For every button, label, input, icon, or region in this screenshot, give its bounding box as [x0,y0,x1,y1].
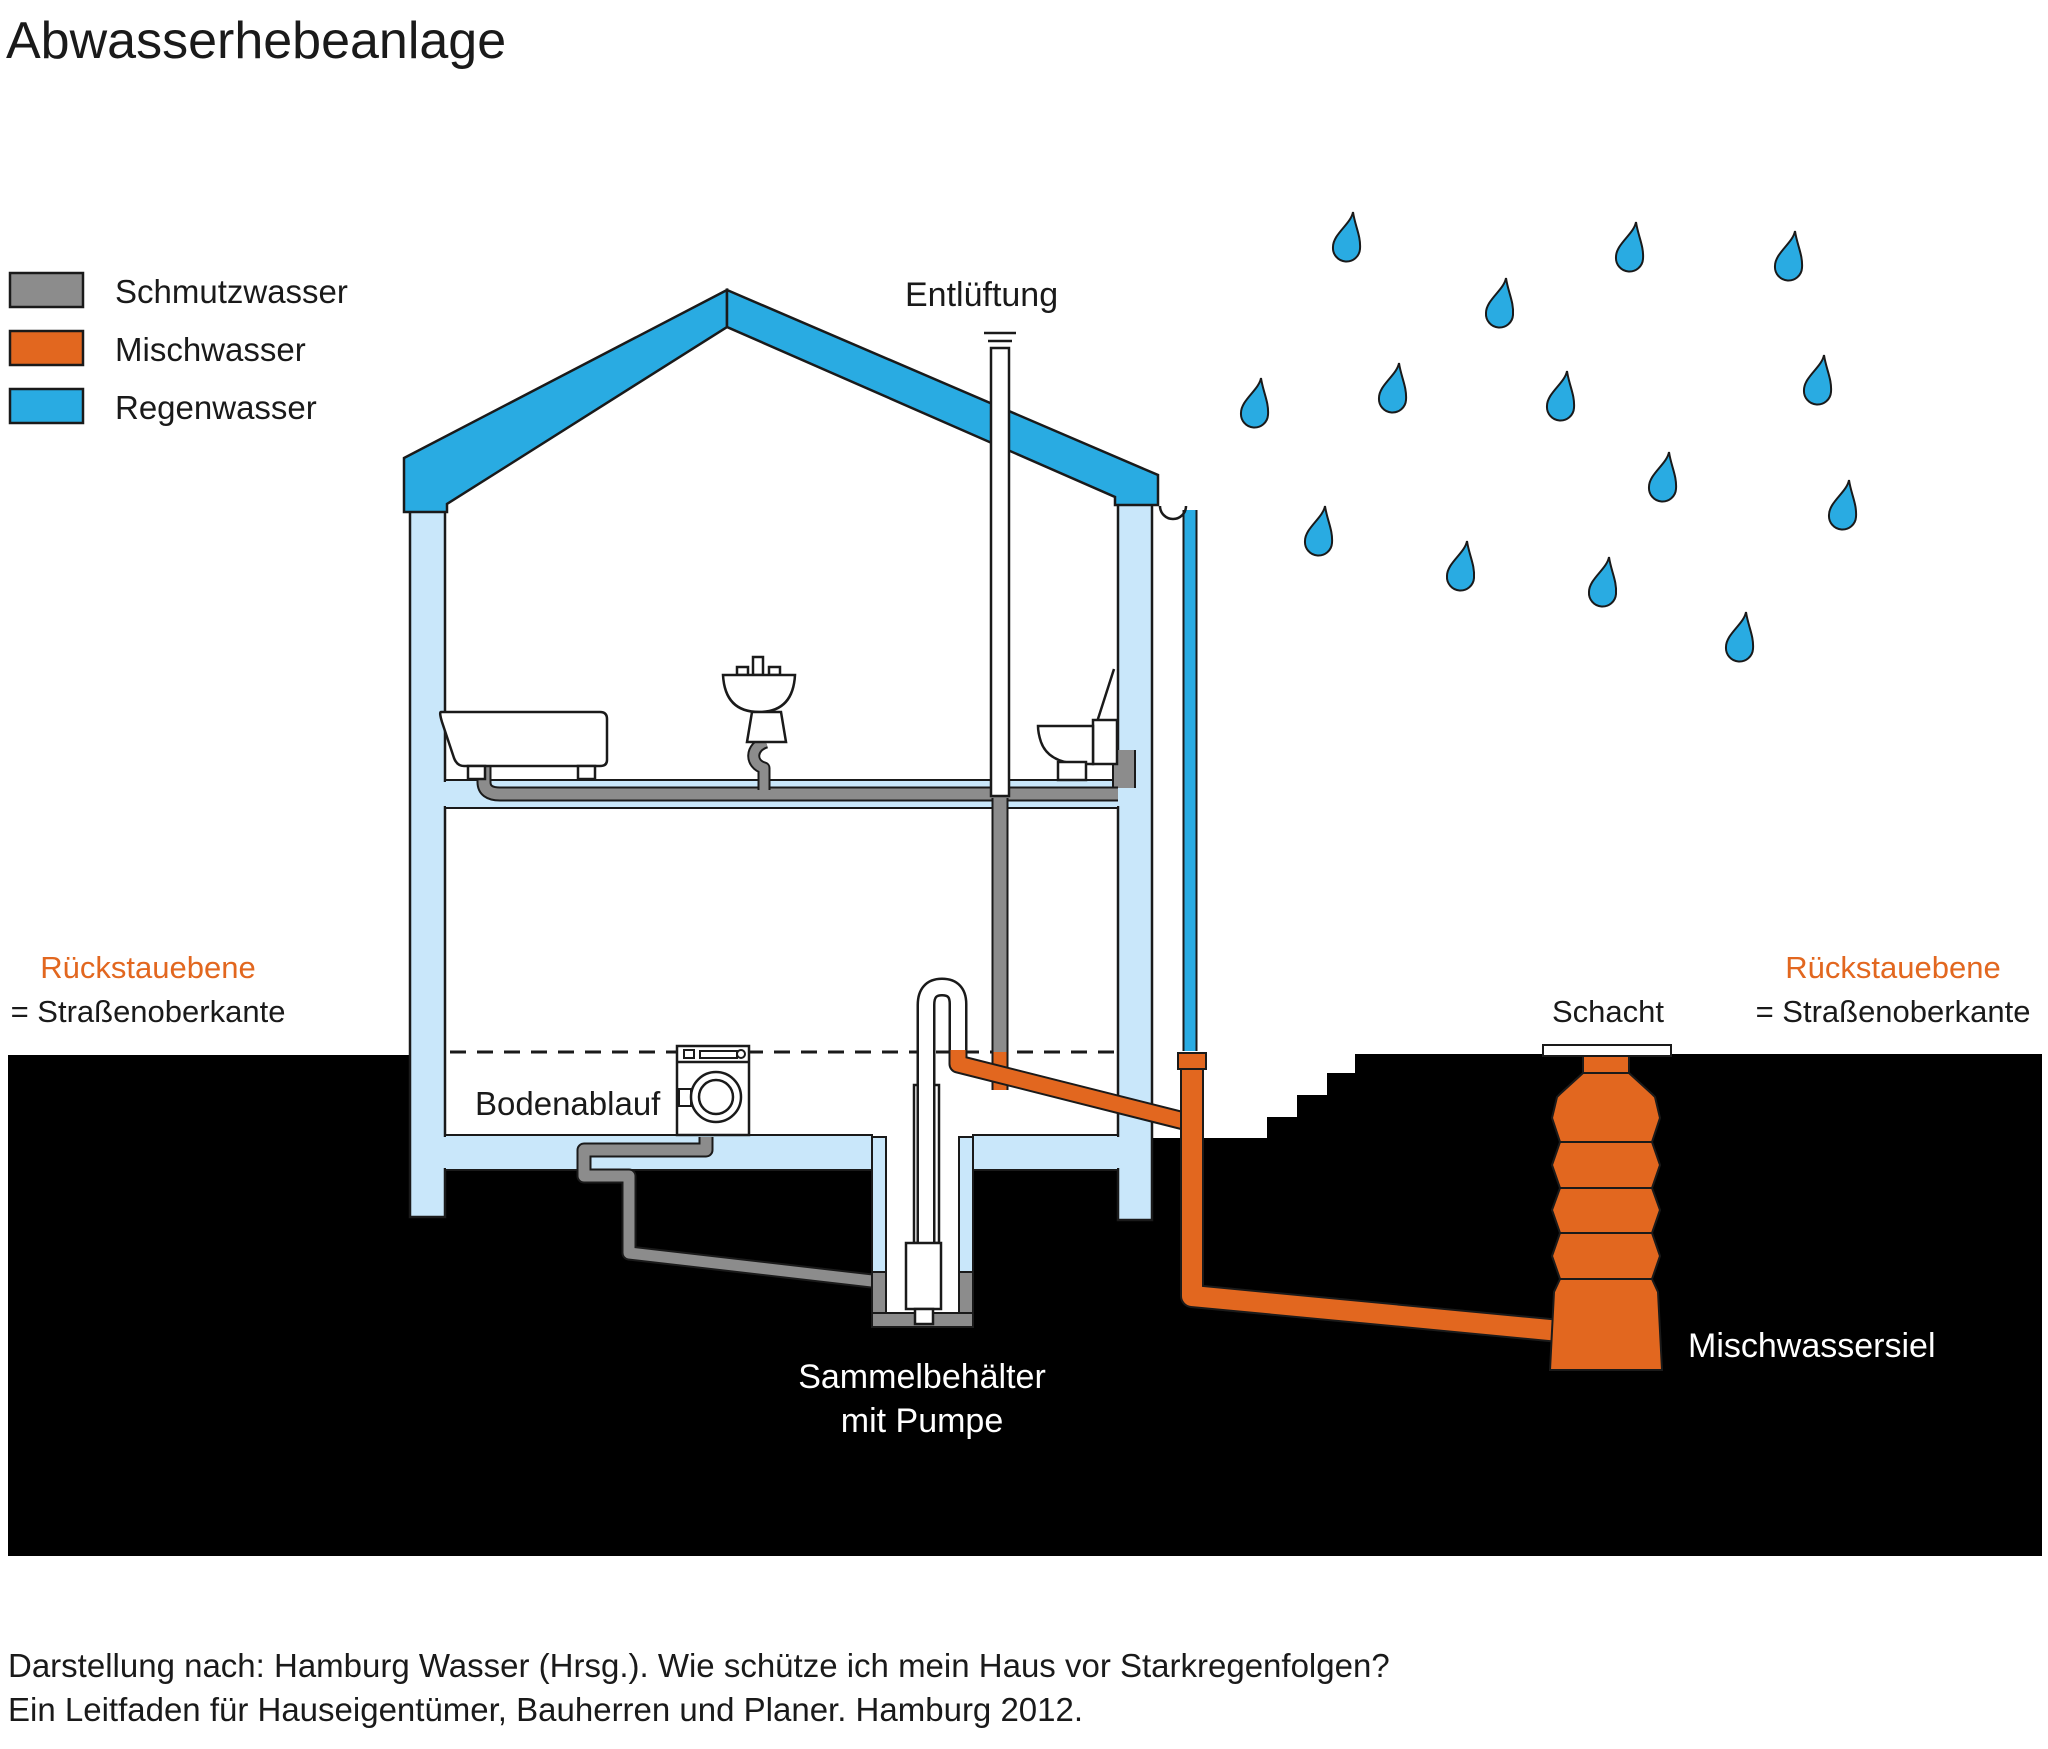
raindrop-icon [1726,612,1753,662]
sewer-shaft [1550,1056,1662,1370]
label-floor-drain: Bodenablauf [475,1085,661,1122]
floor-slab-basement-right [973,1135,1118,1170]
ground [8,1054,2042,1556]
svg-text:Sammelbehälter: Sammelbehälter [798,1358,1046,1396]
downpipe-connector-collar [1178,1053,1206,1069]
raindrop-icon [1547,371,1574,421]
raindrop-icon [1447,541,1474,591]
manhole-cover [1543,1045,1671,1056]
page-title: Abwasserhebeanlage [6,12,507,70]
raindrop-icon [1829,480,1856,530]
roof-left [404,290,727,512]
raindrop-icon [1333,212,1360,262]
legend [10,273,348,426]
label-backflow-left [11,950,286,1029]
bathtub [440,712,607,779]
legend-swatch-schmutzwasser [10,273,83,307]
svg-text:mit Pumpe: mit Pumpe [840,1402,1004,1440]
washing-machine [677,1046,749,1135]
gutter-arc [1160,506,1186,519]
toilet [1038,669,1117,780]
raindrop-icon [1589,557,1616,607]
legend-swatch-mischwasser [10,331,83,365]
raindrop-icon [1616,222,1643,272]
legend-label-schmutzwasser: Schmutzwasser [115,273,348,310]
raindrop-icon [1649,452,1676,502]
label-vent: Entlüftung [905,276,1059,314]
wall-left [410,510,445,1217]
sump-pit-lining-right [959,1137,973,1272]
raindrop-icon [1379,363,1406,413]
sump-pit-lining-left [872,1137,886,1272]
svg-text:Ein Leitfaden für Hauseigentüm: Ein Leitfaden für Hauseigentümer, Bauherren und Planer. Hamburg 2012. [8,1691,1084,1728]
legend-label-mischwasser: Mischwasser [115,331,306,368]
rain-drops [1241,212,1856,662]
label-manhole: Schacht [1551,994,1665,1029]
raindrop-icon [1305,506,1332,556]
raindrop-icon [1241,378,1268,428]
sink [723,657,795,742]
source-citation [8,1647,1390,1728]
legend-label-regenwasser: Regenwasser [115,389,317,426]
pump-foot [915,1309,933,1324]
svg-text:Rückstauebene: Rückstauebene [1785,950,2001,985]
svg-text:Rückstauebene: Rückstauebene [40,950,256,985]
legend-swatch-regenwasser [10,389,83,423]
label-backflow-right [1756,950,2031,1029]
svg-text:Darstellung nach: Hamburg Wass: Darstellung nach: Hamburg Wasser (Hrsg.). Wie schütze ich mein Haus vor Starkregenfolgen? [8,1647,1390,1684]
raindrop-icon [1775,231,1802,281]
svg-text:= Straßenoberkante: = Straßenoberkante [10,994,286,1029]
label-combined-sewer: Mischwassersiel [1688,1327,1936,1365]
pump-body [906,1243,941,1309]
roof-right [727,290,1158,505]
raindrop-icon [1486,278,1513,328]
raindrop-icon [1804,355,1831,405]
svg-text:= Straßenoberkante: = Straßenoberkante [1755,994,2031,1029]
